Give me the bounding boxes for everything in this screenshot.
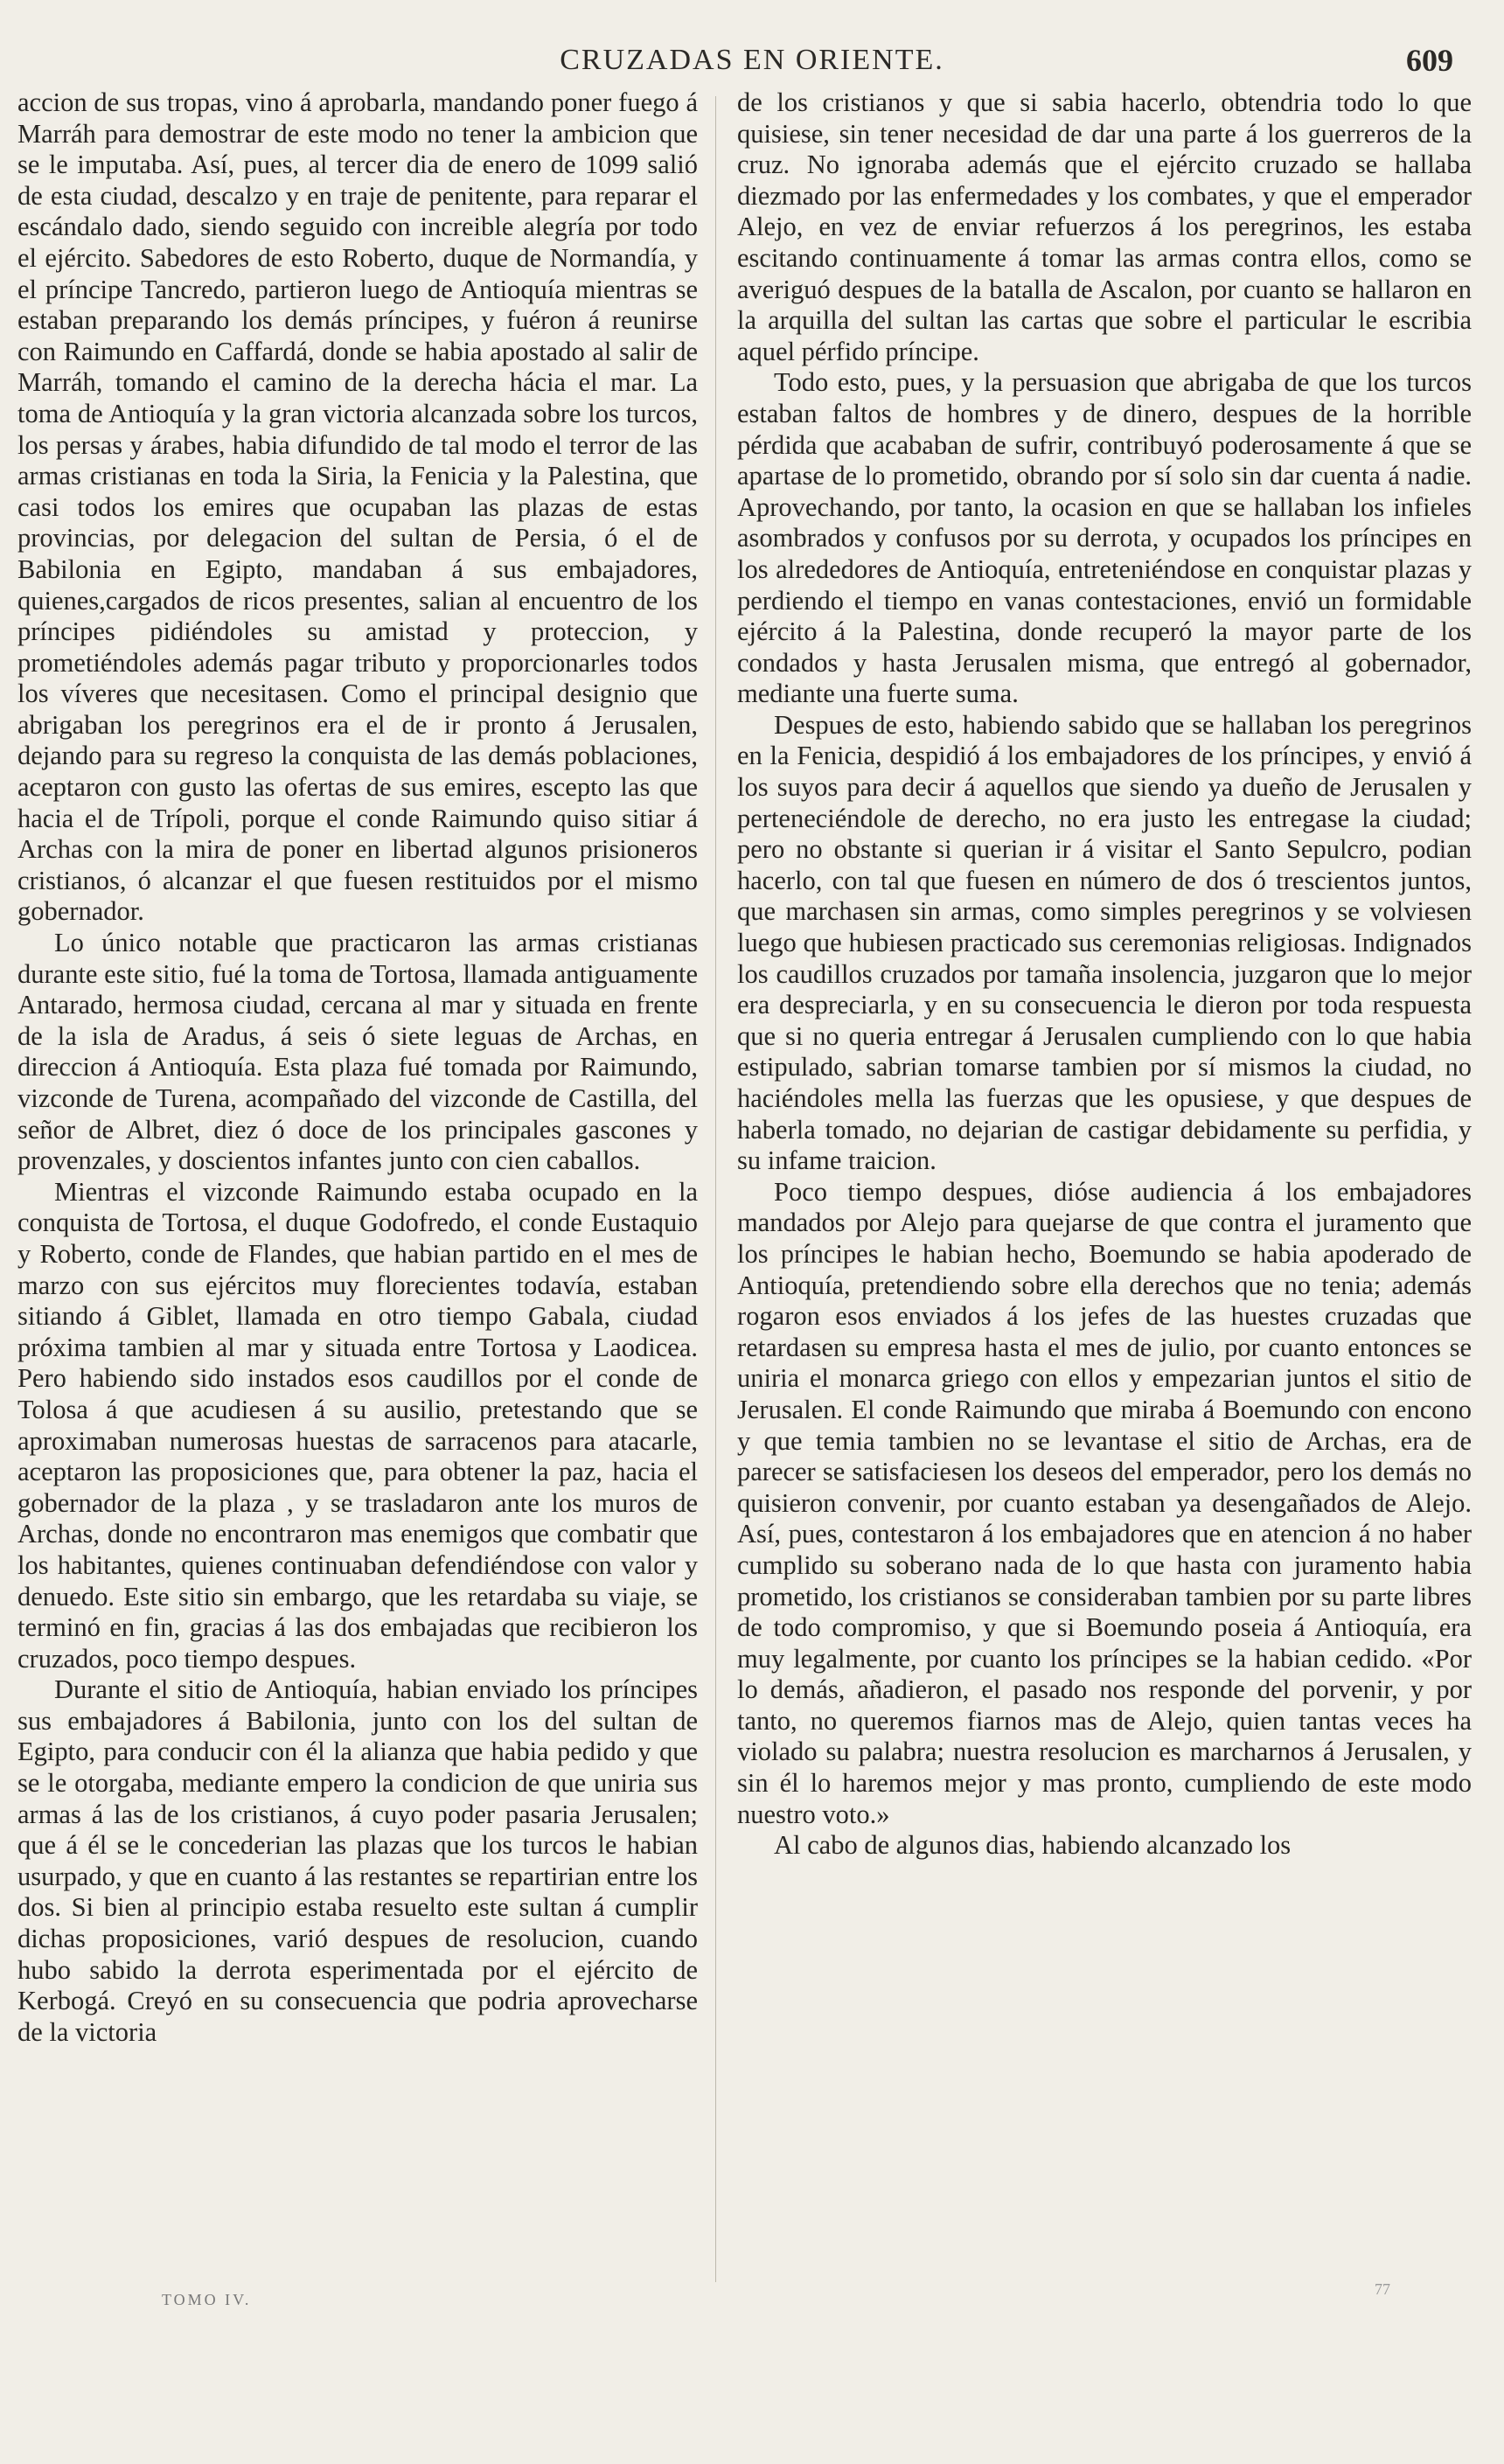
- paragraph: de los cristianos y que si sabia hacerlo, obtendria todo lo que quisiese, sin tener necesidad de dar una parte á los guerreros de la cruz. No ignoraba además que el ejército cruzado se hallaba diezmado por las enfermedades y los combates, y que el emperador Alejo, en vez de enviar refuerzos á los peregrinos, les estaba escitando continuamente á tomar las armas contra ellos, como se averiguó despues de la batalla de Ascalon, por cuanto se hallaron en la arquilla del sultan las cartas que sobre el particular le escribia aquel pérfido príncipe.: [737, 87, 1472, 366]
- paragraph: Durante el sitio de Antioquía, habian enviado los príncipes sus embajadores á Babilonia, junto con los del sultan de Egipto, para conducir con él la alianza que habia pedido y que se le otorgaba, mediante empero la condicion de que uniria sus armas á las de los cristianos, á cuyo poder pasaria Jerusalen; que á él se le concederian las plazas que los turcos le habian usurpado, y que en cuanto á las restantes se repartirian entre los dos. Si bien al principio estaba resuelto este sultan á cumplir dichas proposiciones, varió despues de resolucion, cuando hubo sabido la derrota esperimentada por el ejército de Kerbogá. Creyó en su consecuencia que podria aprovecharse de la victoria: [17, 1674, 698, 2047]
- left-column: [17, 87, 698, 2048]
- page-number: 609: [1406, 43, 1453, 78]
- paragraph: Todo esto, pues, y la persuasion que abrigaba de que los turcos estaban faltos de hombres y de dinero, despues de la horrible pérdida que acababan de sufrir, contribuyó poderosamente á que se apartase de lo prometido, obrando por sí solo sin dar cuenta á nadie. Aprovechando, por tanto, la ocasion en que se hallaban los infieles asombrados y confusos por su derrota, y ocupados los príncipes en los alrededores de Antioquía, entreteniéndose en conquistar plazas y perdiendo el tiempo en vanas contestaciones, envió un formidable ejército á la Palestina, donde recuperó la mayor parte de los condados y hasta Jerusalen misma, que entregó al gobernador, mediante una fuerte suma.: [737, 367, 1472, 709]
- paragraph: Despues de esto, habiendo sabido que se hallaban los peregrinos en la Fenicia, despidió á los embajadores de los príncipes, y envió á los suyos para decir á aquellos que siendo ya dueño de Jerusalen y perteneciéndole de derecho, no era justo les entregase la ciudad; pero no obstante si querian ir á visitar el Santo Sepulcro, podian hacerlo, con tal que fuesen en número de dos ó trescientos juntos, que marchasen sin armas, como simples peregrinos y se volviesen luego que hubiesen practicado sus ceremonias religiosas. Indignados los caudillos cruzados por tamaña insolencia, juzgaron que lo mejor era despreciarla, y en su consecuencia le dieron por toda respuesta que si no queria entregar á Jerusalen cumpliendo con lo que habia estipulado, sabrian tomarse tambien por sí mismos la ciudad, no haciéndoles mella las fuerzas que les opusiese, y que despues de haberla tomado, no dejarian de castigar debidamente su perfidia, y su infame traicion.: [737, 709, 1472, 1176]
- paragraph: accion de sus tropas, vino á aprobarla, mandando poner fuego á Marráh para demostrar de este modo no tener la ambicion que se le imputaba. Así, pues, al tercer dia de enero de 1099 salió de esta ciudad, descalzo y en traje de penitente, para reparar el escándalo dado, siendo seguido con increible alegría por todo el ejército. Sabedores de esto Roberto, duque de Normandía, y el príncipe Tancredo, partieron luego de Antioquía mientras se estaban preparando los demás príncipes, y fuéron á reunirse con Raimundo en Caffardá, donde se habia apostado al salir de Marráh, tomando el camino de la derecha hácia el mar. La toma de Antioquía y la gran victoria alcanzada sobre los turcos, los persas y árabes, habia difundido de tal modo el terror de las armas cristianas en toda la Siria, la Fenicia y la Palestina, que casi todos los emires que ocupaban las plazas de estas provincias, por delegacion del sultan de Persia, ó el de Babilonia en Egipto, mandaban á sus embajadores, quienes,cargados de ricos presentes, salian al encuentro de los príncipes pidiéndoles su amistad y proteccion, y prometiéndoles además pagar tributo y proporcionarles todos los víveres que necesitasen. Como el principal designio que abrigaban los peregrinos era el de ir pronto á Jerusalen, dejando para su regreso la conquista de las demás poblaciones, aceptaron con gusto las ofertas de sus emires, escepto las que hacia el de Trípoli, porque el conde Raimundo quiso sitiar á Archas con la mira de poner en libertad algunos prisioneros cristianos, ó alcanzar el que fuesen restituidos por el mismo gobernador.: [17, 87, 698, 927]
- paragraph: Mientras el vizconde Raimundo estaba ocupado en la conquista de Tortosa, el duque Godofredo, el conde Eustaquio y Roberto, conde de Flandes, que habian partido en el mes de marzo con sus ejércitos muy florecientes todavía, estaban sitiando á Giblet, llamada en otro tiempo Gabala, ciudad próxima tambien al mar y situada entre Tortosa y Laodicea. Pero habiendo sido instados esos caudillos por el conde de Tolosa á que acudiesen á su ausilio, pretestando que se aproximaban numerosas huestas de sarracenos para atacarle, aceptaron las proposiciones que, para obtener la paz, hacia el gobernador de la plaza , y se trasladaron ante los muros de Archas, donde no encontraron mas enemigos que combatir que los habitantes, quienes continuaban defendiéndose con valor y denuedo. Este sitio sin embargo, que les retardaba su viaje, se terminó en fin, gracias á las dos embajadas que recibieron los cruzados, poco tiempo despues.: [17, 1176, 698, 1674]
- column-divider: [715, 96, 716, 2282]
- signature-mark: 77: [1375, 2280, 1390, 2298]
- right-column: [737, 87, 1472, 1862]
- volume-footer: TOMO IV.: [162, 2291, 252, 2308]
- paragraph: Al cabo de algunos dias, habiendo alcanzado los: [774, 1830, 1292, 1861]
- paragraph: Poco tiempo despues, dióse audiencia á los embajadores mandados por Alejo para quejarse de que contra el juramento que los príncipes le habian hecho, Boemundo se habia apoderado de Antioquía, pretendiendo sobre ella derechos que no tenia; además rogaron esos enviados á los jefes de las huestes cruzadas que retardasen su empresa hasta el mes de julio, por cuanto entonces se uniria el monarca griego con ellos y empezarian juntos el sitio de Jerusalen. El conde Raimundo que miraba á Boemundo con encono y que temia tambien no se levantase el sitio de Archas, era de parecer se satisfaciesen los deseos del emperador, pero los demás no quisieron convenir, por cuanto estaban ya desengañados de Alejo. Así, pues, contestaron á los embajadores que en atencion á no haber cumplido su soberano nada de lo que hasta con juramento habia prometido, los cristianos se consideraban tambien por su parte libres de todo compromiso, y que si Boemundo poseia á Antioquía, era muy legalmente, por cuanto los príncipes se la habian cedido. «Por lo demás, añadieron, el pasado nos responde del porvenir, y por tanto, no queremos fiarnos mas de Alejo, quien tantas veces ha violado su palabra; nuestra resolucion es marcharnos á Jerusalen, y sin él lo haremos mejor y mas pronto, cumpliendo de este modo nuestro voto.»: [737, 1176, 1472, 1829]
- paragraph: Lo único notable que practicaron las armas cristianas durante este sitio, fué la toma de Tortosa, llamada antiguamente Antarado, hermosa ciudad, cercana al mar y situada en frente de la isla de Aradus, á seis ó siete leguas de Archas, en direccion á Antioquía. Esta plaza fué tomada por Raimundo, vizconde de Turena, acompañado del vizconde de Castilla, del señor de Albret, diez ó doce de los principales gascones y provenzales, y doscientos infantes junto con cien caballos.: [17, 928, 698, 1176]
- running-header: CRUZADAS EN ORIENTE.: [560, 44, 944, 76]
